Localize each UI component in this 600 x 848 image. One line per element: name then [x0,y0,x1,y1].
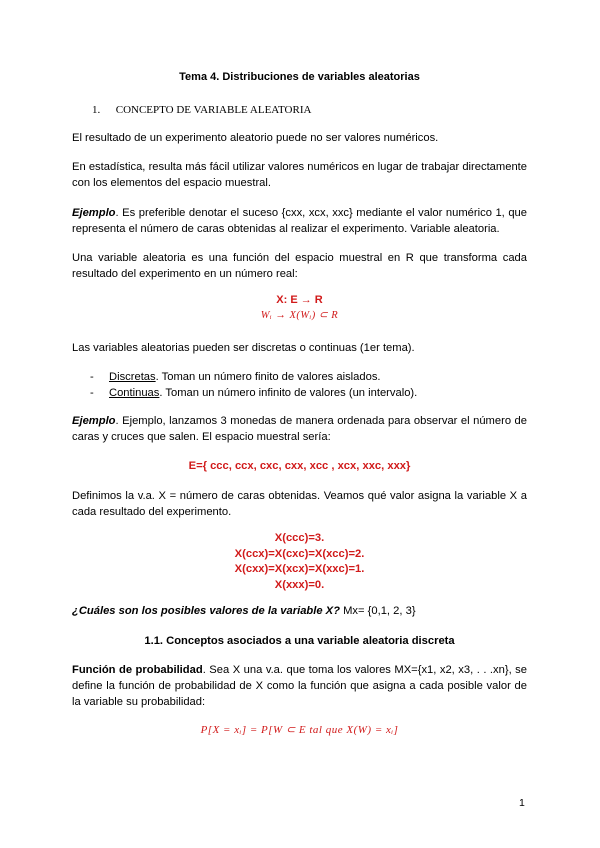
paragraph-types: Las variables aleatorias pueden ser discretas o continuas (1er tema). [72,342,415,354]
example-label: Ejemplo [72,415,116,427]
paragraph-prob-function [72,662,527,710]
example-label: Ejemplo [72,207,116,219]
section-title: CONCEPTO DE VARIABLE ALEATORIA [115,104,312,116]
list-term: Continuas [109,387,160,399]
paragraph-example-1 [72,205,527,237]
prob-function-text: . Sea X una v.a. que toma los valores MX={x1, x2, x3, . . .xn}, se define la función de probabilidad de X como la función que asigna a cada posible valor de la variable su probabilidad: [72,664,527,708]
section-number: 1. [92,104,101,116]
paragraph-example-2 [72,413,527,445]
formula-line-2: Wᵢ → X(Wᵢ) ⊂ R [260,310,339,321]
question-text: ¿Cuáles son los posibles valores de la variable X? [72,605,340,617]
list-item [90,385,417,401]
assignment-line: X(cxx)=X(xcx)=X(xxc)=1. [234,563,365,575]
document-title: Tema 4. Distribuciones de variables aleatorias [179,71,420,83]
example-text: . Es preferible denotar el suceso {cxx, xcx, xxc} mediante el valor numérico 1, que representa el número de caras obtenidas al realizar el experimento. Variable aleatoria. [72,207,527,235]
page-number: 1 [519,797,525,809]
prob-function-label: Función de probabilidad [72,664,203,676]
sample-space: E={ ccc, ccx, cxc, cxx, xcc , xcx, xxc, xxx} [188,460,411,472]
paragraph-1: El resultado de un experimento aleatorio puede no ser valores numéricos. [72,132,439,144]
list-text: . Toman un número infinito de valores (un intervalo). [159,387,418,399]
list-text: . Toman un número finito de valores aislados. [155,371,381,383]
list-dash: - [90,371,94,383]
paragraph-definition: Una variable aleatoria es una función del espacio muestral en R que transforma cada resultado del experimento en un número real: [72,252,527,280]
list-dash: - [90,387,94,399]
formula-mapping [72,292,527,324]
paragraph-define-va: Definimos la v.a. X = número de caras obtenidas. Veamos qué valor asigna la variable X a cada resultado del experimento. [72,490,527,518]
assignment-line: X(xxx)=0. [274,578,325,591]
example-text: . Ejemplo, lanzamos 3 monedas de manera ordenada para observar el número de caras y cruces que salen. El espacio muestral sería: [72,415,527,443]
list-term: Discretas [109,371,156,383]
section-heading [92,102,492,118]
question-answer: Mx= {0,1, 2, 3} [339,605,416,617]
subsection-heading: 1.1. Conceptos asociados a una variable aleatoria discreta [144,635,455,647]
formula-probability: P[X = xᵢ] = P[W ⊂ E tal que X(W) = xᵢ] [200,724,399,736]
formula-line-1: X: E → R [276,294,323,306]
value-assignments [72,531,527,593]
list-item [90,369,417,385]
variable-types-list [90,369,417,401]
paragraph-2: En estadística, resulta más fácil utilizar valores numéricos en lugar de trabajar directamente con los elementos del espacio muestral. [72,161,527,189]
paragraph-question [72,603,527,619]
assignment-line: X(ccx)=X(cxc)=X(xcc)=2. [234,547,365,560]
assignment-line: X(ccc)=3. [274,532,325,544]
